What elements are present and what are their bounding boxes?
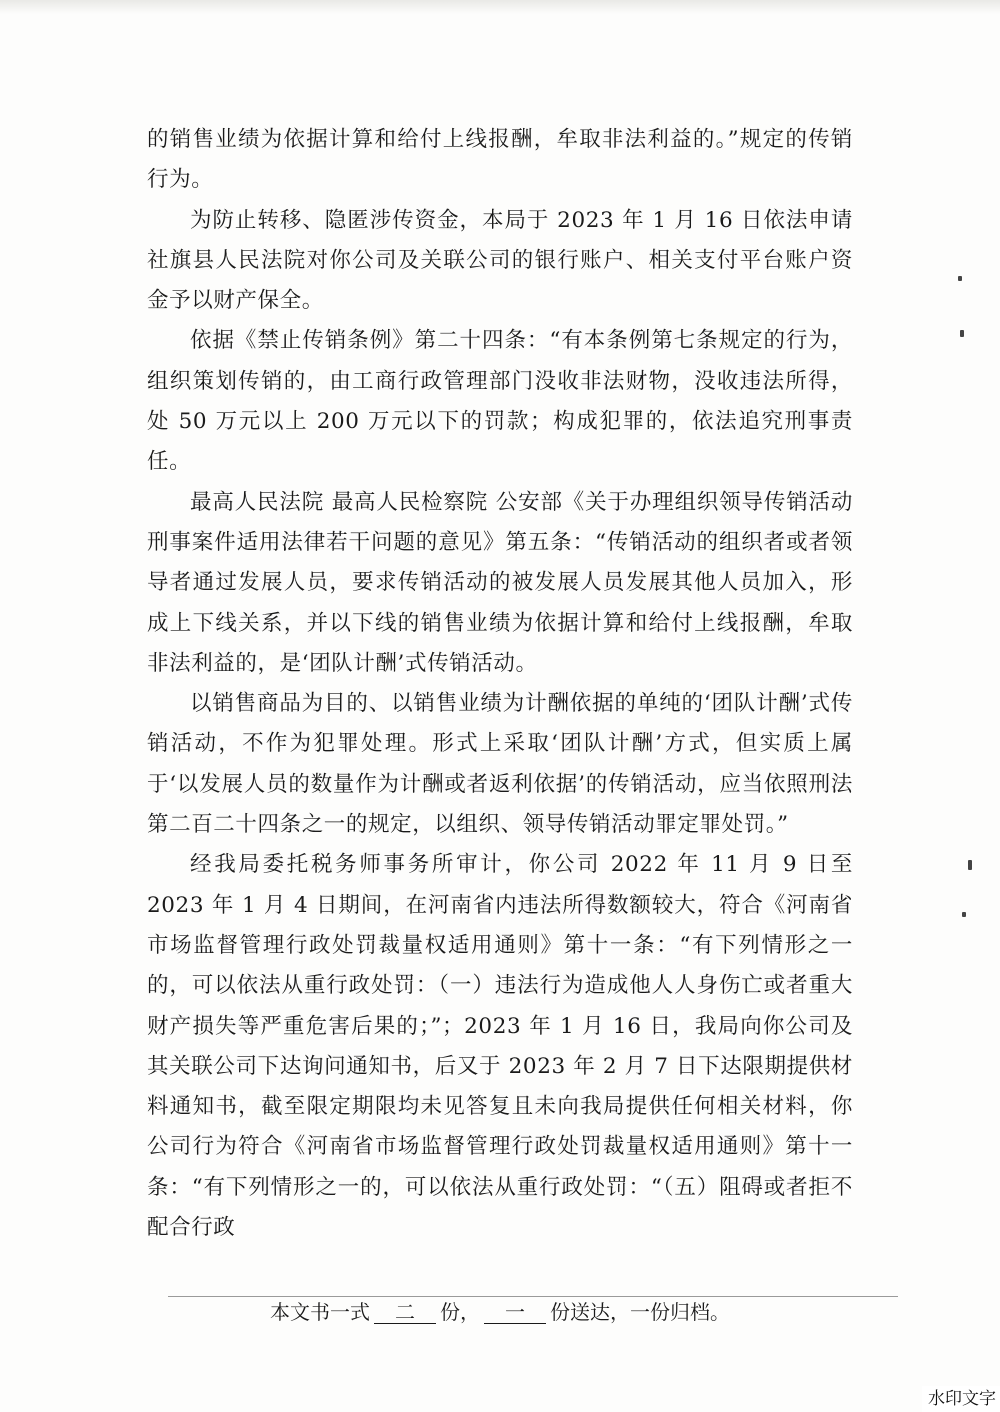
scan-edge — [0, 0, 1000, 14]
margin-mark — [958, 276, 962, 281]
footer-middle: 份， — [440, 1300, 480, 1324]
paragraph-4: 最高人民法院 最高人民检察院 公安部《关于办理组织领导传销活动刑事案件适用法律若干问题的意见》第五条：“传销活动的组织者或者领导者通过发展人员，要求传销活动的被发展人员发展其他人员加入，形成上下线关系，并以下线的销售业绩为依据计算和给付上线报酬，牟取非法利益的，是‘团队计酬’式传销活动。 — [147, 489, 853, 676]
footer-line — [0, 1298, 1000, 1326]
watermark: 水印文字 — [922, 1386, 1000, 1412]
footer-prefix: 本文书一式 — [270, 1300, 370, 1324]
footer-suffix: 份送达，一份归档。 — [550, 1300, 730, 1324]
margin-mark — [960, 330, 964, 337]
paragraph-2: 为防止转移、隐匿涉传资金，本局于 2023 年 1 月 16 日依法申请社旗县人民法院对你公司及关联公司的银行账户、相关支付平台账户资金予以财产保全。 — [147, 207, 853, 314]
margin-mark — [962, 912, 966, 917]
paragraph-6: 经我局委托税务师事务所审计，你公司 2022 年 11 月 9 日至 2023 年 1 月 4 日期间，在河南省内违法所得数额较大，符合《河南省市场监督管理行政处罚裁量权适用通则》第十一条：“有下列情形之一的，可以依法从重行政处罚：（一）违法行为造成他人人身伤亡或者重大财产损失等严重危害后果的；”；2023 年 1 月 16 日，我局向你公司及其关联公司下达询问通知书，后又于 2023 年 2 月 7 日下达限期提供材料通知书，截至限定期限均未见答复且未向我局提供任何相关材料，你公司行为符合《河南省市场监督管理行政处罚裁量权适用通则》第十一条：“有下列情形之一的，可以依法从重行政处罚：“（五）阻碍或者拒不配合行政 — [147, 852, 853, 1241]
paragraph-1: 的销售业绩为依据计算和给付上线报酬，牟取非法利益的。”规定的传销行为。 — [147, 127, 853, 193]
copies-total-blank: 二 — [374, 1301, 436, 1324]
paragraph-3: 依据《禁止传销条例》第二十四条：“有本条例第七条规定的行为，组织策划传销的，由工商行政管理部门没收非法财物，没收违法所得，处 50 万元以上 200 万元以下的罚款；构成犯罪的，依法追究刑事责任。 — [147, 328, 853, 475]
paragraph-5: 以销售商品为目的、以销售业绩为计酬依据的单纯的‘团队计酬’式传销活动，不作为犯罪处理。形式上采取‘团队计酬’方式，但实质上属于‘以发展人员的数量作为计酬或者返利依据’的传销活动，应当依照刑法第二百二十四条之一的规定，以组织、领导传销活动罪定罪处罚。” — [147, 691, 853, 838]
copies-served-blank: 一 — [484, 1301, 546, 1324]
document-body — [147, 120, 853, 1248]
footer-rule — [168, 1296, 898, 1297]
margin-mark — [968, 860, 972, 870]
